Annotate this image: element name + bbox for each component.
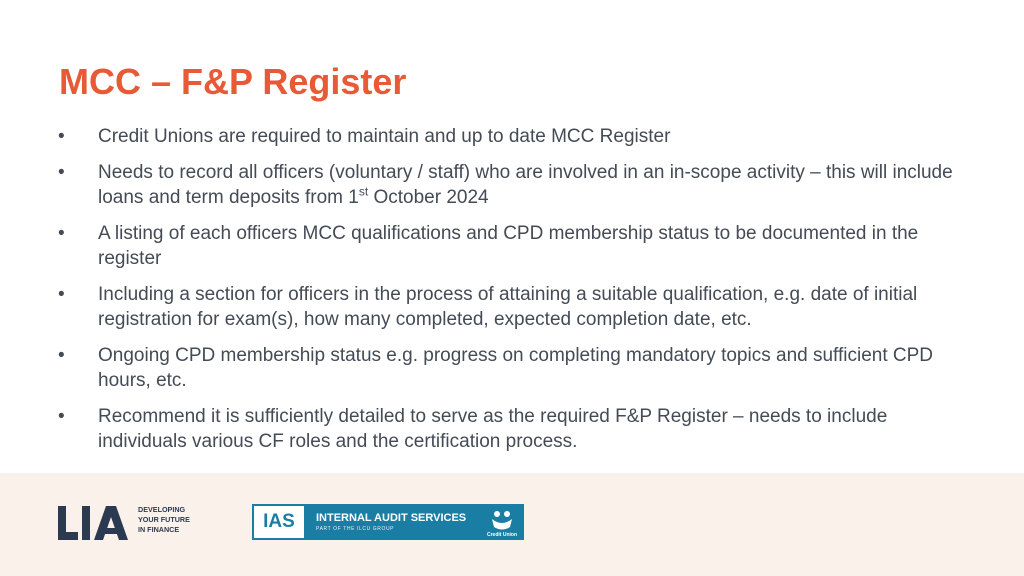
- ias-name: INTERNAL AUDIT SERVICES: [316, 511, 467, 524]
- bullet-text: Credit Unions are required to maintain and up to date MCC Register: [98, 126, 671, 147]
- bullet-item: [55, 404, 975, 455]
- bullet-item: [55, 343, 975, 394]
- bullet-item: [55, 221, 975, 272]
- bullet-text: Including a section for officers in the process of attaining a suitable qualification, e.g. date of initial registration for exam(s), how many completed, expected completion date, etc.: [98, 283, 918, 330]
- ias-subtitle: PART OF THE ILCU GROUP: [316, 525, 395, 532]
- bullet-icon: •: [58, 222, 65, 244]
- bullet-text: Ongoing CPD membership status e.g. progress on completing mandatory topics and sufficient CPD hours, etc.: [98, 344, 934, 391]
- lia-wordmark-icon: [58, 505, 132, 541]
- bullet-icon: •: [58, 161, 65, 183]
- bullet-text: Needs to record all officers (voluntary / staff) who are involved in an in-scope activity – this will include loans and term deposits from 1: [98, 161, 953, 208]
- lia-tagline-line: YOUR FUTURE: [138, 515, 190, 524]
- ias-logo: [252, 504, 524, 540]
- ias-text: [316, 512, 466, 533]
- bullet-text: Recommend it is sufficiently detailed to serve as the required F&P Register – needs to include individuals various CF roles and the certification process.: [98, 405, 888, 452]
- lia-tagline: [138, 505, 190, 535]
- lia-tagline-line: DEVELOPING: [138, 505, 186, 514]
- bullet-text-suffix: October 2024: [368, 187, 489, 208]
- bullet-item: [55, 160, 975, 211]
- bullet-icon: •: [58, 344, 65, 366]
- slide-title: MCC – F&P Register: [59, 61, 407, 102]
- bullet-text: A listing of each officers MCC qualifications and CPD membership status to be documented in the register: [98, 222, 919, 269]
- bullet-item: [55, 282, 975, 333]
- bullet-item: [55, 124, 975, 150]
- superscript-st: st: [358, 184, 369, 199]
- credit-union-icon: [486, 507, 518, 537]
- bullet-icon: •: [58, 283, 65, 305]
- lia-logo: [58, 505, 188, 541]
- bullet-list: [55, 124, 975, 465]
- ias-abbrev: IAS: [254, 506, 304, 538]
- bullet-icon: •: [58, 126, 65, 147]
- credit-union-label: Credit Union: [487, 532, 517, 537]
- lia-tagline-line: IN FINANCE: [138, 525, 180, 534]
- bullet-icon: •: [58, 405, 65, 427]
